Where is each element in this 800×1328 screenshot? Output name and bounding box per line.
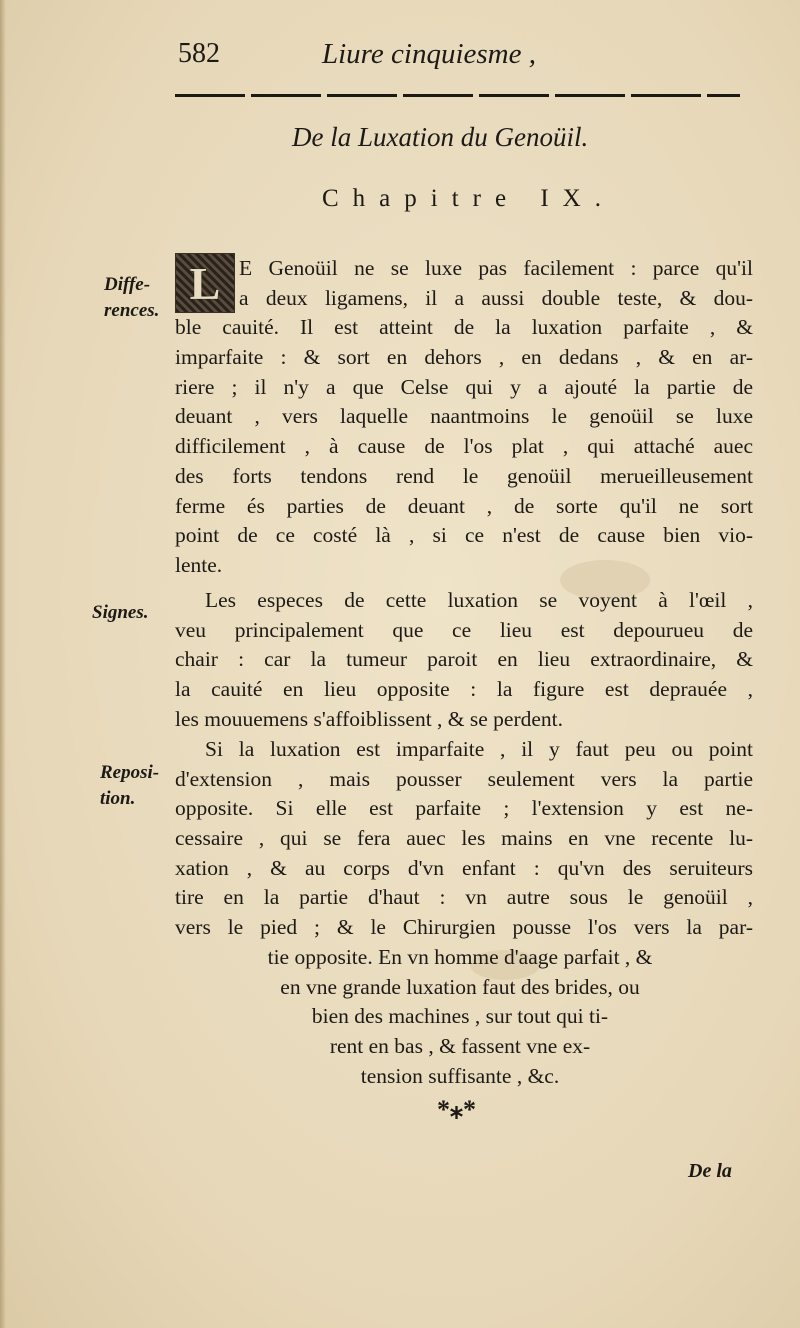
text-line: point de ce costé là , si ce n'est de cause bien vio- <box>175 523 753 548</box>
text-line: E Genoüil ne se luxe pas facilement : parce qu'il <box>239 256 753 280</box>
running-title: Liure cinquiesme , <box>322 38 536 70</box>
text-line: vers le pied ; & le Chirurgien pousse l'os vers la par- <box>175 915 753 940</box>
text-line: Si la luxation est imparfaite , il y faut peu ou point <box>205 737 753 761</box>
text-line: lente. <box>175 552 223 577</box>
text-line: la cauité en lieu opposite : la figure est deprauée , <box>175 677 753 702</box>
catchword: De la <box>688 1160 732 1182</box>
margin-note-line: Reposi- <box>100 762 160 783</box>
paragraph-reposition <box>175 735 753 943</box>
drop-cap-letter: L <box>189 257 221 309</box>
chapter-title: Chapitre IX. <box>322 185 615 212</box>
text-line: bien des machines , sur tout qui ti- <box>311 1004 609 1029</box>
text-line: rent en bas , & fassent vne ex- <box>329 1034 591 1059</box>
margin-note-line: rences. <box>104 300 160 321</box>
text-line: difficilement , à cause de l'os plat , qui attaché auec <box>175 434 753 459</box>
text-line: xation , & au corps d'vn enfant : qu'vn des seruiteurs <box>175 855 753 880</box>
paragraph-reposition-tail <box>190 943 730 1091</box>
text-line: les mouuemens s'affoiblissent , & se perdent. <box>175 706 564 731</box>
text-line: riere ; il n'y a que Celse qui y a ajouté la partie de <box>175 374 753 399</box>
text-line: deuant , vers laquelle naantmoins le genoüil se luxe <box>175 404 753 429</box>
page-number: 582 <box>178 38 220 69</box>
margin-note-signes <box>92 600 149 626</box>
text-line: a deux ligamens, il a aussi double teste, & dou- <box>239 285 753 310</box>
text-line: tension suffisante , &c. <box>360 1063 560 1088</box>
text-line: imparfaite : & sort en dehors , en dedans , & en ar- <box>175 345 753 370</box>
paragraph-signes <box>175 586 753 734</box>
margin-note-line: tion. <box>100 788 136 809</box>
margin-note-line: Signes. <box>92 602 149 623</box>
margin-note-reposition <box>100 760 159 812</box>
asterism-ornament: *⁎* <box>437 1095 476 1124</box>
text-line: d'extension , mais pousser seulement vers la partie <box>175 766 753 791</box>
text-line: ferme és parties de deuant , de sorte qu'il ne sort <box>175 493 753 518</box>
text-line: tire en la partie d'haut : vn autre sous le genoüil , <box>175 885 753 910</box>
text-line: opposite. Si elle est parfaite ; l'extension y est ne- <box>175 796 753 821</box>
text-line: cessaire , qui se fera auec les mains en vne recente lu- <box>175 826 753 851</box>
section-title: De la Luxation du Genoüil. <box>292 122 589 152</box>
header-rule <box>175 94 740 97</box>
text-line: en vne grande luxation faut des brides, ou <box>280 974 640 999</box>
text-line: des forts tendons rend le genoüil merueilleusement <box>175 463 753 488</box>
text-line: tie opposite. En vn homme d'aage parfait , & <box>267 945 653 969</box>
text-line: Les especes de cette luxation se voyent à l'œil , <box>205 588 753 612</box>
margin-note-line: Diffe- <box>104 274 151 295</box>
text-line: chair : car la tumeur paroit en lieu extraordinaire, & <box>175 647 753 672</box>
text-line: ble cauité. Il est atteint de la luxation parfaite , & <box>175 315 753 340</box>
paragraph-differences <box>175 254 753 581</box>
margin-note-differences <box>104 272 159 324</box>
text-line: veu principalement que ce lieu est depourueu de <box>175 617 753 642</box>
